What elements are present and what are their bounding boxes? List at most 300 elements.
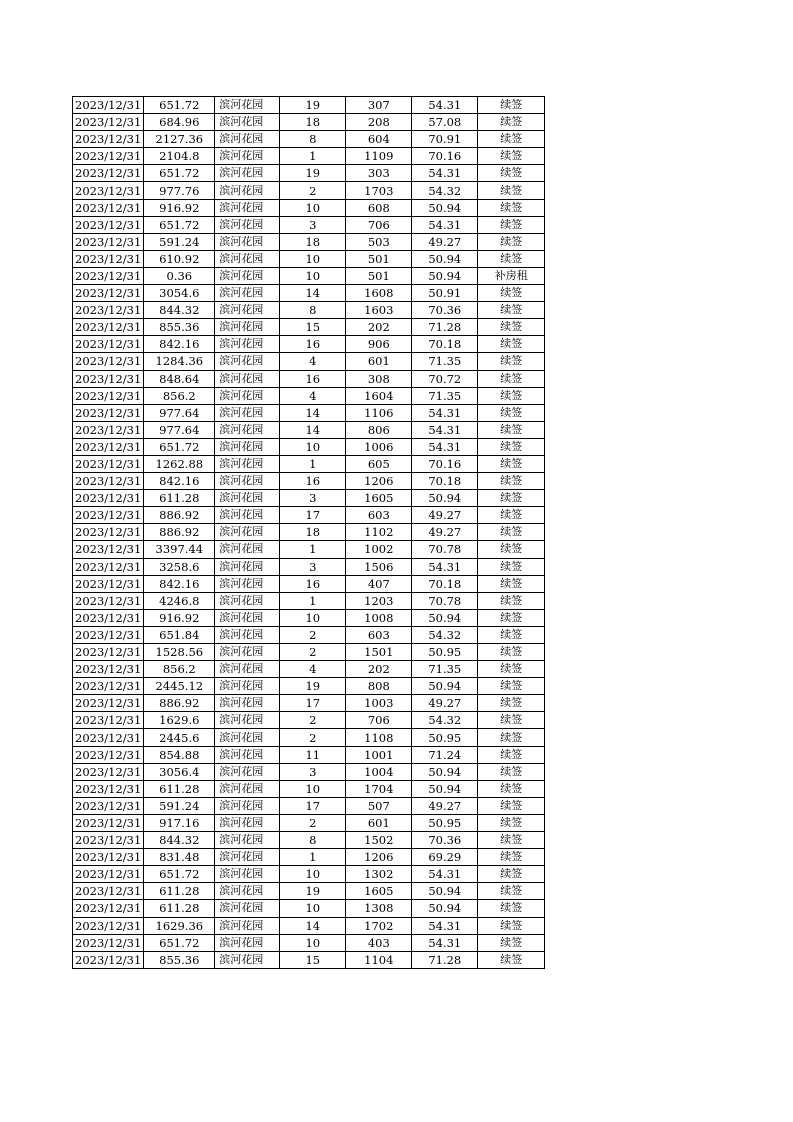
amount-cell: 855.36	[144, 319, 215, 336]
area-cell: 54.32	[412, 712, 478, 729]
amount-cell: 2445.12	[144, 678, 215, 695]
date-cell: 2023/12/31	[73, 746, 144, 763]
area-cell: 50.94	[412, 267, 478, 284]
building-cell: 15	[280, 319, 346, 336]
room-cell: 605	[346, 455, 412, 472]
amount-cell: 2127.36	[144, 131, 215, 148]
building-cell: 18	[280, 524, 346, 541]
area-cell: 54.31	[412, 866, 478, 883]
table-row	[73, 490, 545, 507]
area-cell: 71.35	[412, 353, 478, 370]
building-cell: 18	[280, 114, 346, 131]
amount-cell: 842.16	[144, 473, 215, 490]
community-cell: 滨河花园	[215, 797, 280, 814]
date-cell: 2023/12/31	[73, 387, 144, 404]
amount-cell: 3397.44	[144, 541, 215, 558]
area-cell: 50.95	[412, 729, 478, 746]
building-cell: 3	[280, 558, 346, 575]
community-cell: 滨河花园	[215, 421, 280, 438]
table-row	[73, 661, 545, 678]
date-cell: 2023/12/31	[73, 678, 144, 695]
room-cell: 1004	[346, 763, 412, 780]
community-cell: 滨河花园	[215, 97, 280, 114]
room-cell: 1604	[346, 387, 412, 404]
table-row	[73, 131, 545, 148]
table-row	[73, 678, 545, 695]
area-cell: 54.31	[412, 934, 478, 951]
room-cell: 1109	[346, 148, 412, 165]
type-cell: 续签	[478, 182, 545, 199]
room-cell: 1704	[346, 780, 412, 797]
amount-cell: 916.92	[144, 199, 215, 216]
rent-table	[72, 96, 545, 969]
date-cell: 2023/12/31	[73, 883, 144, 900]
type-cell: 续签	[478, 455, 545, 472]
area-cell: 70.16	[412, 148, 478, 165]
building-cell: 10	[280, 250, 346, 267]
room-cell: 808	[346, 678, 412, 695]
room-cell: 706	[346, 216, 412, 233]
room-cell: 1206	[346, 473, 412, 490]
community-cell: 滨河花园	[215, 883, 280, 900]
table-row	[73, 695, 545, 712]
amount-cell: 1262.88	[144, 455, 215, 472]
community-cell: 滨河花园	[215, 849, 280, 866]
building-cell: 1	[280, 455, 346, 472]
building-cell: 2	[280, 626, 346, 643]
area-cell: 54.31	[412, 97, 478, 114]
building-cell: 4	[280, 661, 346, 678]
table-row	[73, 302, 545, 319]
amount-cell: 856.2	[144, 387, 215, 404]
building-cell: 10	[280, 609, 346, 626]
type-cell: 续签	[478, 524, 545, 541]
room-cell: 603	[346, 626, 412, 643]
area-cell: 70.78	[412, 541, 478, 558]
date-cell: 2023/12/31	[73, 934, 144, 951]
area-cell: 50.94	[412, 490, 478, 507]
community-cell: 滨河花园	[215, 729, 280, 746]
type-cell: 续签	[478, 797, 545, 814]
area-cell: 49.27	[412, 695, 478, 712]
community-cell: 滨河花园	[215, 319, 280, 336]
table-row	[73, 370, 545, 387]
table-row	[73, 832, 545, 849]
type-cell: 续签	[478, 285, 545, 302]
table-row	[73, 336, 545, 353]
type-cell: 续签	[478, 729, 545, 746]
amount-cell: 886.92	[144, 524, 215, 541]
room-cell: 604	[346, 131, 412, 148]
date-cell: 2023/12/31	[73, 592, 144, 609]
type-cell: 续签	[478, 592, 545, 609]
community-cell: 滨河花园	[215, 592, 280, 609]
area-cell: 50.91	[412, 285, 478, 302]
date-cell: 2023/12/31	[73, 780, 144, 797]
room-cell: 1001	[346, 746, 412, 763]
date-cell: 2023/12/31	[73, 216, 144, 233]
type-cell: 续签	[478, 353, 545, 370]
amount-cell: 651.72	[144, 165, 215, 182]
amount-cell: 4246.8	[144, 592, 215, 609]
building-cell: 10	[280, 866, 346, 883]
table-row	[73, 814, 545, 831]
room-cell: 806	[346, 421, 412, 438]
community-cell: 滨河花园	[215, 626, 280, 643]
building-cell: 3	[280, 216, 346, 233]
date-cell: 2023/12/31	[73, 951, 144, 968]
type-cell: 补房租	[478, 267, 545, 284]
date-cell: 2023/12/31	[73, 866, 144, 883]
table-row	[73, 558, 545, 575]
area-cell: 54.31	[412, 165, 478, 182]
room-cell: 608	[346, 199, 412, 216]
type-cell: 续签	[478, 917, 545, 934]
type-cell: 续签	[478, 814, 545, 831]
community-cell: 滨河花园	[215, 267, 280, 284]
room-cell: 507	[346, 797, 412, 814]
room-cell: 303	[346, 165, 412, 182]
type-cell: 续签	[478, 558, 545, 575]
table-row	[73, 524, 545, 541]
table-row	[73, 285, 545, 302]
building-cell: 3	[280, 490, 346, 507]
amount-cell: 651.72	[144, 216, 215, 233]
type-cell: 续签	[478, 900, 545, 917]
table-row	[73, 849, 545, 866]
area-cell: 70.72	[412, 370, 478, 387]
table-row	[73, 644, 545, 661]
type-cell: 续签	[478, 609, 545, 626]
building-cell: 19	[280, 97, 346, 114]
room-cell: 407	[346, 575, 412, 592]
community-cell: 滨河花园	[215, 455, 280, 472]
amount-cell: 651.72	[144, 97, 215, 114]
room-cell: 1003	[346, 695, 412, 712]
area-cell: 71.28	[412, 951, 478, 968]
building-cell: 2	[280, 712, 346, 729]
type-cell: 续签	[478, 661, 545, 678]
room-cell: 1006	[346, 438, 412, 455]
amount-cell: 1528.56	[144, 644, 215, 661]
table-row	[73, 473, 545, 490]
building-cell: 8	[280, 302, 346, 319]
type-cell: 续签	[478, 216, 545, 233]
community-cell: 滨河花园	[215, 661, 280, 678]
area-cell: 49.27	[412, 507, 478, 524]
date-cell: 2023/12/31	[73, 917, 144, 934]
community-cell: 滨河花园	[215, 644, 280, 661]
area-cell: 70.18	[412, 473, 478, 490]
area-cell: 49.27	[412, 797, 478, 814]
area-cell: 70.18	[412, 336, 478, 353]
building-cell: 16	[280, 473, 346, 490]
table-row	[73, 729, 545, 746]
type-cell: 续签	[478, 541, 545, 558]
date-cell: 2023/12/31	[73, 353, 144, 370]
room-cell: 1002	[346, 541, 412, 558]
building-cell: 19	[280, 678, 346, 695]
type-cell: 续签	[478, 438, 545, 455]
building-cell: 2	[280, 814, 346, 831]
date-cell: 2023/12/31	[73, 575, 144, 592]
date-cell: 2023/12/31	[73, 336, 144, 353]
room-cell: 1102	[346, 524, 412, 541]
community-cell: 滨河花园	[215, 387, 280, 404]
room-cell: 603	[346, 507, 412, 524]
room-cell: 601	[346, 814, 412, 831]
table-row	[73, 917, 545, 934]
building-cell: 14	[280, 404, 346, 421]
type-cell: 续签	[478, 883, 545, 900]
area-cell: 49.27	[412, 524, 478, 541]
room-cell: 503	[346, 233, 412, 250]
area-cell: 50.94	[412, 678, 478, 695]
community-cell: 滨河花园	[215, 165, 280, 182]
area-cell: 71.28	[412, 319, 478, 336]
amount-cell: 651.72	[144, 438, 215, 455]
building-cell: 11	[280, 746, 346, 763]
amount-cell: 842.16	[144, 336, 215, 353]
community-cell: 滨河花园	[215, 131, 280, 148]
amount-cell: 611.28	[144, 490, 215, 507]
area-cell: 71.35	[412, 661, 478, 678]
date-cell: 2023/12/31	[73, 148, 144, 165]
area-cell: 50.94	[412, 250, 478, 267]
date-cell: 2023/12/31	[73, 165, 144, 182]
table-row	[73, 866, 545, 883]
type-cell: 续签	[478, 421, 545, 438]
community-cell: 滨河花园	[215, 524, 280, 541]
amount-cell: 856.2	[144, 661, 215, 678]
area-cell: 54.31	[412, 558, 478, 575]
community-cell: 滨河花园	[215, 934, 280, 951]
date-cell: 2023/12/31	[73, 644, 144, 661]
type-cell: 续签	[478, 763, 545, 780]
type-cell: 续签	[478, 319, 545, 336]
building-cell: 16	[280, 336, 346, 353]
room-cell: 1703	[346, 182, 412, 199]
community-cell: 滨河花园	[215, 507, 280, 524]
table-row	[73, 404, 545, 421]
area-cell: 50.94	[412, 900, 478, 917]
area-cell: 54.31	[412, 216, 478, 233]
type-cell: 续签	[478, 302, 545, 319]
type-cell: 续签	[478, 97, 545, 114]
room-cell: 1108	[346, 729, 412, 746]
table-row	[73, 97, 545, 114]
date-cell: 2023/12/31	[73, 131, 144, 148]
area-cell: 70.18	[412, 575, 478, 592]
date-cell: 2023/12/31	[73, 814, 144, 831]
date-cell: 2023/12/31	[73, 507, 144, 524]
date-cell: 2023/12/31	[73, 182, 144, 199]
date-cell: 2023/12/31	[73, 832, 144, 849]
date-cell: 2023/12/31	[73, 97, 144, 114]
amount-cell: 844.32	[144, 302, 215, 319]
table-row	[73, 114, 545, 131]
table-row	[73, 387, 545, 404]
room-cell: 208	[346, 114, 412, 131]
type-cell: 续签	[478, 114, 545, 131]
community-cell: 滨河花园	[215, 285, 280, 302]
community-cell: 滨河花园	[215, 678, 280, 695]
building-cell: 8	[280, 131, 346, 148]
date-cell: 2023/12/31	[73, 558, 144, 575]
amount-cell: 3054.6	[144, 285, 215, 302]
table-row	[73, 148, 545, 165]
table-row	[73, 421, 545, 438]
date-cell: 2023/12/31	[73, 438, 144, 455]
area-cell: 54.31	[412, 917, 478, 934]
amount-cell: 886.92	[144, 695, 215, 712]
building-cell: 10	[280, 900, 346, 917]
community-cell: 滨河花园	[215, 182, 280, 199]
room-cell: 1702	[346, 917, 412, 934]
area-cell: 70.78	[412, 592, 478, 609]
type-cell: 续签	[478, 866, 545, 883]
area-cell: 50.94	[412, 780, 478, 797]
type-cell: 续签	[478, 148, 545, 165]
building-cell: 8	[280, 832, 346, 849]
community-cell: 滨河花园	[215, 233, 280, 250]
table-row	[73, 507, 545, 524]
table-row	[73, 626, 545, 643]
amount-cell: 651.72	[144, 934, 215, 951]
table-row	[73, 250, 545, 267]
area-cell: 71.35	[412, 387, 478, 404]
date-cell: 2023/12/31	[73, 797, 144, 814]
table-row	[73, 746, 545, 763]
amount-cell: 831.48	[144, 849, 215, 866]
type-cell: 续签	[478, 370, 545, 387]
table-row	[73, 575, 545, 592]
date-cell: 2023/12/31	[73, 900, 144, 917]
table-row	[73, 199, 545, 216]
community-cell: 滨河花园	[215, 541, 280, 558]
community-cell: 滨河花园	[215, 780, 280, 797]
area-cell: 54.31	[412, 421, 478, 438]
type-cell: 续签	[478, 199, 545, 216]
rent-table-body	[73, 97, 545, 969]
area-cell: 50.94	[412, 883, 478, 900]
community-cell: 滨河花园	[215, 490, 280, 507]
amount-cell: 977.64	[144, 404, 215, 421]
area-cell: 57.08	[412, 114, 478, 131]
date-cell: 2023/12/31	[73, 267, 144, 284]
amount-cell: 1629.6	[144, 712, 215, 729]
amount-cell: 651.84	[144, 626, 215, 643]
building-cell: 1	[280, 592, 346, 609]
community-cell: 滨河花园	[215, 866, 280, 883]
table-row	[73, 883, 545, 900]
community-cell: 滨河花园	[215, 370, 280, 387]
amount-cell: 977.64	[144, 421, 215, 438]
building-cell: 10	[280, 780, 346, 797]
community-cell: 滨河花园	[215, 148, 280, 165]
date-cell: 2023/12/31	[73, 404, 144, 421]
room-cell: 1608	[346, 285, 412, 302]
community-cell: 滨河花园	[215, 216, 280, 233]
type-cell: 续签	[478, 233, 545, 250]
amount-cell: 2104.8	[144, 148, 215, 165]
area-cell: 50.94	[412, 609, 478, 626]
building-cell: 19	[280, 883, 346, 900]
date-cell: 2023/12/31	[73, 729, 144, 746]
table-row	[73, 763, 545, 780]
room-cell: 501	[346, 267, 412, 284]
room-cell: 601	[346, 353, 412, 370]
building-cell: 17	[280, 507, 346, 524]
table-row	[73, 541, 545, 558]
area-cell: 69.29	[412, 849, 478, 866]
building-cell: 17	[280, 797, 346, 814]
building-cell: 10	[280, 438, 346, 455]
building-cell: 18	[280, 233, 346, 250]
amount-cell: 0.36	[144, 267, 215, 284]
type-cell: 续签	[478, 934, 545, 951]
date-cell: 2023/12/31	[73, 849, 144, 866]
date-cell: 2023/12/31	[73, 695, 144, 712]
community-cell: 滨河花园	[215, 302, 280, 319]
table-row	[73, 216, 545, 233]
community-cell: 滨河花园	[215, 609, 280, 626]
building-cell: 16	[280, 575, 346, 592]
area-cell: 50.95	[412, 644, 478, 661]
area-cell: 71.24	[412, 746, 478, 763]
date-cell: 2023/12/31	[73, 370, 144, 387]
amount-cell: 917.16	[144, 814, 215, 831]
date-cell: 2023/12/31	[73, 199, 144, 216]
room-cell: 202	[346, 661, 412, 678]
area-cell: 70.91	[412, 131, 478, 148]
room-cell: 906	[346, 336, 412, 353]
table-row	[73, 233, 545, 250]
amount-cell: 591.24	[144, 233, 215, 250]
community-cell: 滨河花园	[215, 199, 280, 216]
building-cell: 1	[280, 849, 346, 866]
type-cell: 续签	[478, 336, 545, 353]
type-cell: 续签	[478, 780, 545, 797]
community-cell: 滨河花园	[215, 695, 280, 712]
area-cell: 50.94	[412, 763, 478, 780]
amount-cell: 855.36	[144, 951, 215, 968]
type-cell: 续签	[478, 131, 545, 148]
table-row	[73, 165, 545, 182]
type-cell: 续签	[478, 404, 545, 421]
amount-cell: 610.92	[144, 250, 215, 267]
community-cell: 滨河花园	[215, 473, 280, 490]
room-cell: 1502	[346, 832, 412, 849]
room-cell: 1603	[346, 302, 412, 319]
amount-cell: 844.32	[144, 832, 215, 849]
type-cell: 续签	[478, 387, 545, 404]
amount-cell: 611.28	[144, 883, 215, 900]
amount-cell: 1284.36	[144, 353, 215, 370]
type-cell: 续签	[478, 507, 545, 524]
amount-cell: 886.92	[144, 507, 215, 524]
building-cell: 15	[280, 951, 346, 968]
table-row	[73, 592, 545, 609]
date-cell: 2023/12/31	[73, 455, 144, 472]
building-cell: 10	[280, 934, 346, 951]
room-cell: 1206	[346, 849, 412, 866]
room-cell: 1605	[346, 490, 412, 507]
date-cell: 2023/12/31	[73, 490, 144, 507]
date-cell: 2023/12/31	[73, 661, 144, 678]
table-row	[73, 267, 545, 284]
type-cell: 续签	[478, 695, 545, 712]
